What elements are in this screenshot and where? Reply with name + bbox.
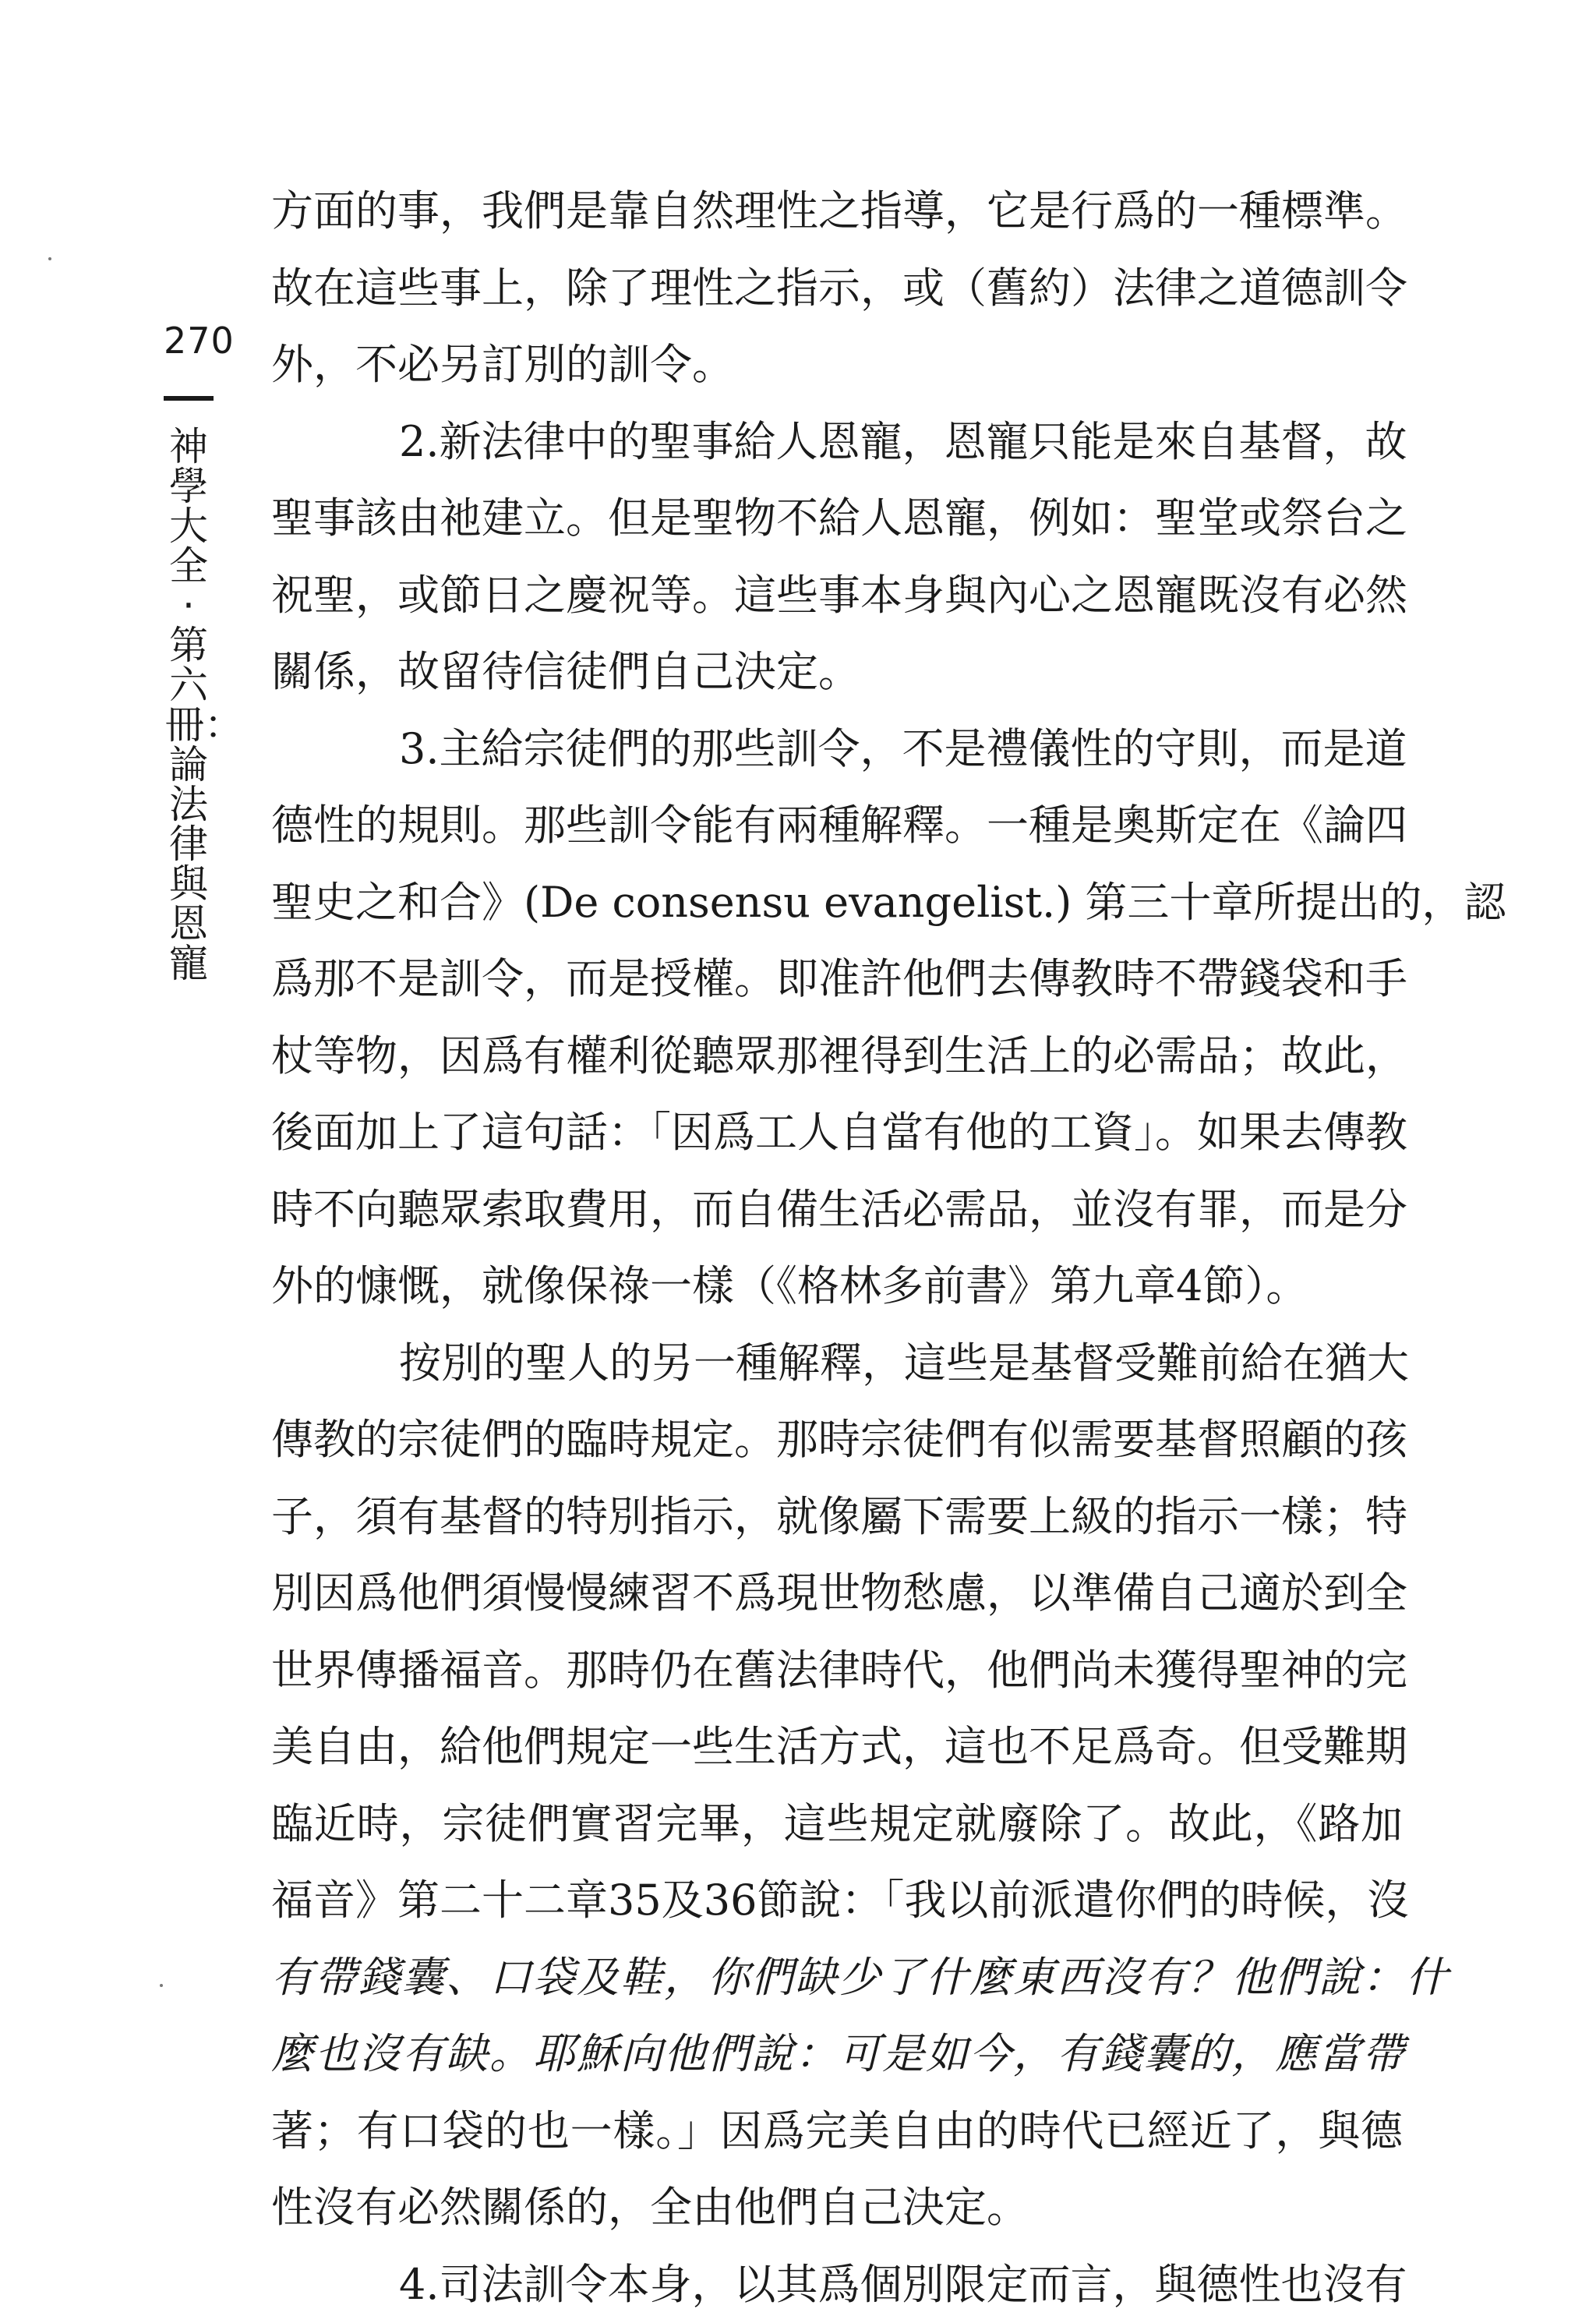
text-line: 著；有口袋的也一樣。」因爲完美自由的時代已經近了，與德 bbox=[271, 2093, 1403, 2170]
text-line: 方面的事，我們是靠自然理性之指導，它是行爲的一種標準。 bbox=[271, 173, 1403, 250]
text-line: 美自由，給他們規定一些生活方式，這也不足爲奇。但受難期 bbox=[271, 1709, 1403, 1786]
text-line: 杖等物，因爲有權利從聽眾那裡得到生活上的必需品；故此， bbox=[271, 1018, 1403, 1095]
text-line: 世界傳播福音。那時仍在舊法律時代，他們尚未獲得聖神的完 bbox=[271, 1632, 1403, 1710]
text-line: 福音》第二十二章35及36節說：「我以前派遣你們的時候，沒 bbox=[271, 1862, 1403, 1939]
text-line: 傳教的宗徒們的臨時規定。那時宗徒們有似需要基督照顧的孩 bbox=[271, 1402, 1403, 1479]
text-line: 外的慷慨，就像保祿一樣（《格林多前書》第九章4節）。 bbox=[271, 1248, 1403, 1325]
text-line: 臨近時，宗徒們實習完畢，這些規定就廢除了。故此，《路加 bbox=[271, 1786, 1403, 1863]
text-line: 子，須有基督的特別指示，就像屬下需要上級的指示一樣；特 bbox=[271, 1479, 1403, 1556]
text-line: 時不向聽眾索取費用，而自備生活必需品，並沒有罪，而是分 bbox=[271, 1172, 1403, 1249]
text-line: 按別的聖人的另一種解釋，這些是基督受難前給在猶大 bbox=[271, 1325, 1403, 1402]
text-line: 後面加上了這句話：「因爲工人自當有他的工資」。如果去傳教 bbox=[271, 1094, 1403, 1172]
text-line: 聖事該由祂建立。但是聖物不給人恩寵，例如：聖堂或祭台之 bbox=[271, 480, 1403, 557]
text-line: 祝聖，或節日之慶祝等。這些事本身與內心之恩寵既沒有必然 bbox=[271, 557, 1403, 635]
quoted-text-line: 麼也沒有缺。耶穌向他們說：可是如今，有錢囊的，應當帶 bbox=[271, 2016, 1403, 2093]
header-rule bbox=[164, 396, 214, 401]
running-title: 神學大全·第六冊：論法律與恩寵 bbox=[165, 427, 212, 984]
text-line: 關係，故留待信徒們自己決定。 bbox=[271, 634, 1403, 711]
text-line: 別因爲他們須慢慢練習不爲現世物愁慮，以準備自己適於到全 bbox=[271, 1555, 1403, 1632]
text-line: 3.主給宗徒們的那些訓令，不是禮儀性的守則，而是道 bbox=[271, 711, 1403, 788]
text-line: 外，不必另訂別的訓令。 bbox=[271, 327, 1403, 404]
text-line: 性沒有必然關係的，全由他們自己決定。 bbox=[271, 2169, 1403, 2247]
text-line: 4.司法訓令本身，以其爲個別限定而言，與德性也沒有 bbox=[271, 2247, 1403, 2323]
text-line: 德性的規則。那些訓令能有兩種解釋。一種是奧斯定在《論四 bbox=[271, 787, 1403, 864]
text-line: 故在這些事上，除了理性之指示，或（舊約）法律之道德訓令 bbox=[271, 250, 1403, 327]
scan-speck bbox=[160, 1984, 163, 1987]
body-text bbox=[271, 173, 1403, 2323]
text-line: 2.新法律中的聖事給人恩寵，恩寵只能是來自基督，故 bbox=[271, 404, 1403, 481]
page-number: 270 bbox=[164, 320, 235, 362]
scan-speck bbox=[48, 257, 51, 260]
quoted-text-line: 有帶錢囊、口袋及鞋，你們缺少了什麼東西沒有？他們說：什 bbox=[271, 1939, 1403, 2017]
text-line: 爲那不是訓令，而是授權。即准許他們去傳教時不帶錢袋和手 bbox=[271, 941, 1403, 1018]
text-line: 聖史之和合》(De consensu evangelist.) 第三十章所提出的，認 bbox=[271, 864, 1403, 942]
